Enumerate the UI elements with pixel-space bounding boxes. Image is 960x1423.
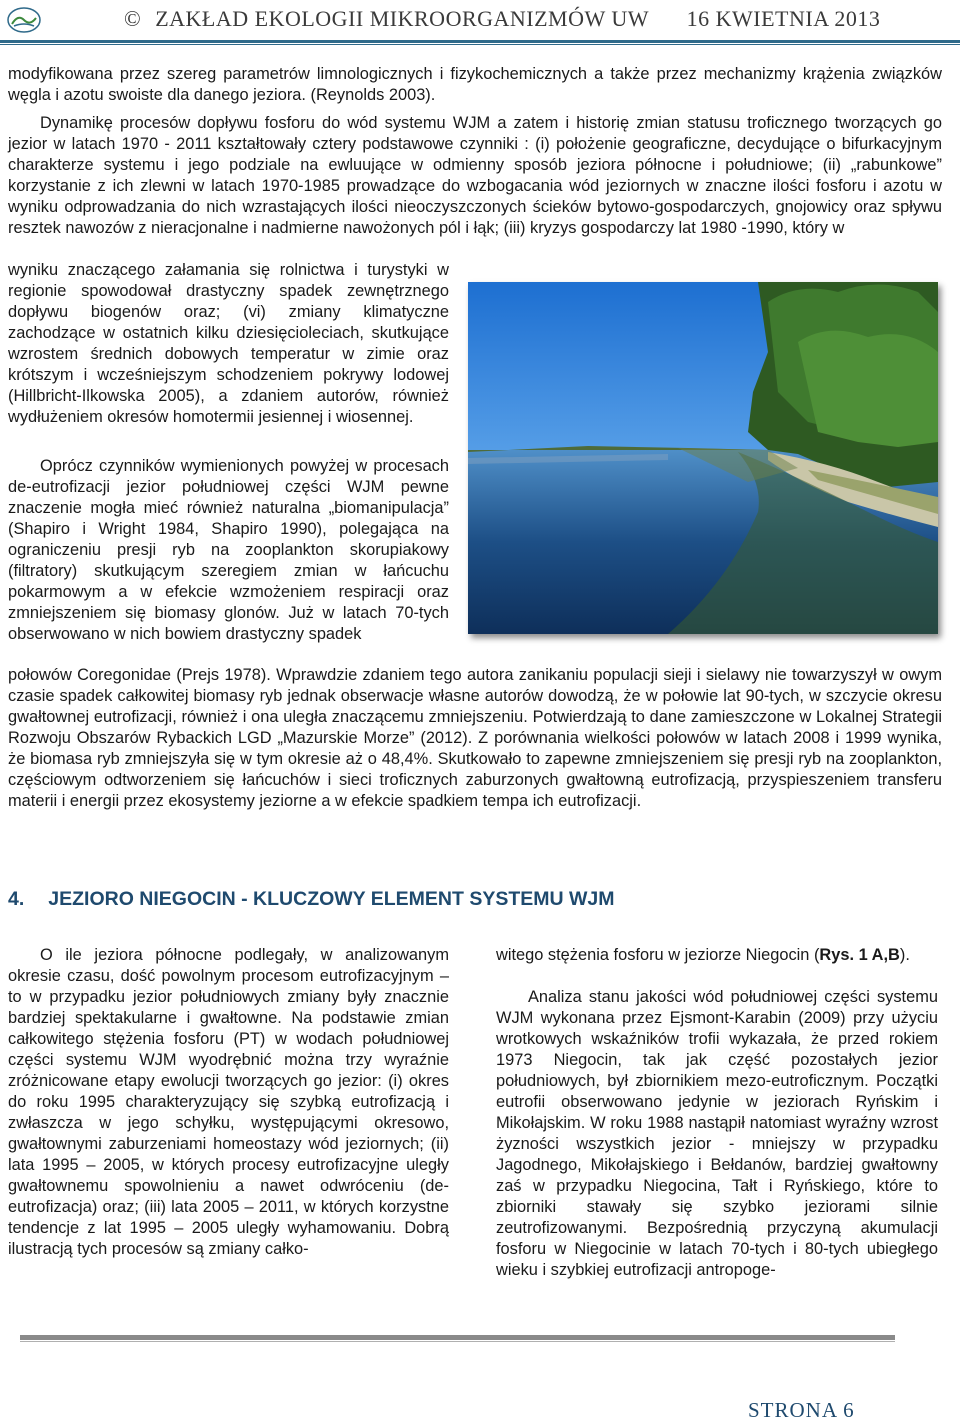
paragraph-dynamics: Dynamikę procesów dopływu fosforu do wód systemu WJM a zatem i historię zmian statusu troficznego tworzących go jezior w latach 1970 - 2011 kształtowały cztery podstawowe czynniki : (i) położenie geograficzne, decydujące o bifurkacyjnym charakterze systemu i jego podziale na ewluujące w odmienny sposób jeziora północne i południowe; (ii) „rabunkowe” korzystanie z ich zlewni w latach 1970-1985 prowadzące do wzbogacania wód jeziornych w znaczne ilości fosforu i azotu w wyniku odprowadzania do nich wzrastających ilości nieoczyszczonych ścieków bytowo-gospodarczych, gnojowicy oraz spływu resztek nawozów z nieracjonalne i nadmierne nawożonych pól i łąk; (iii) kryzys gospodarczy lat 1980 -1990, który w — [8, 114, 942, 237]
institution-logo — [6, 4, 42, 34]
footer-rule-thin — [20, 1341, 895, 1342]
paragraph-intro: modyfikowana przez szereg parametrów limnologicznych i fizykochemicznych a także przez mechanizmy krążenia związków węgla i azotu swoiste dla danego jeziora. (Reynolds 2003). — [8, 65, 942, 104]
header-rule — [0, 40, 960, 43]
paragraph-dynamics-cont: wyniku znaczącego załamania się rolnictwa i turystyki w regionie spowodował drastyczny spadek zewnętrznego dopływu biogenów oraz; (vi) zmiany klimatyczne zachodzące w ostatnich kilku dziesięcioleciach, skutkujące wzrostem średnich dobowych temperatur w zimie oraz krótszym i wcześniejszym schodzeniem pokrywy lodowej (Hillbricht-Ilkowska 2005), a zdaniem autorów, również wydłużeniem okresów homotermii jesiennej i wiosennej. — [8, 261, 449, 426]
section-title: JEZIORO NIEGOCIN - KLUCZOWY ELEMENT SYSTEMU WJM — [48, 888, 615, 910]
footer-rule — [20, 1335, 895, 1340]
header-rule-thin — [0, 44, 960, 45]
lake-photo — [468, 282, 938, 634]
header-org: ZAKŁAD EKOLOGII MIKROORGANIZMÓW UW — [155, 6, 649, 31]
section-number: 4. — [8, 888, 25, 910]
page-header — [0, 0, 960, 46]
header-title — [124, 6, 880, 32]
column-right-p1 — [496, 945, 938, 966]
section-heading — [8, 888, 615, 911]
header-date: 16 KWIETNIA 2013 — [686, 6, 881, 31]
copyright-symbol: © — [124, 6, 142, 31]
column-right-p1-text: witego stężenia fosforu w jeziorze Niegocin ( — [496, 946, 820, 964]
paragraph-biomanipulation-cont: połowów Coregonidae (Prejs 1978). Wprawdzie zdaniem tego autora zanikaniu populacji sieji i sielawy nie towarzyszył w owym czasie spadek całkowitej biomasy ryb jednak obserwacje własne autorów dowodzą, że w połowie lat 90-tych, w szczycie okresu gwałtownej eutrofizacji, również i ona uległa znaczącemu zmniejszeniu. Potwierdzają to dane zamieszczone w Lokalnej Strategii Rozwoju Obszarów Rybackich LGD „Mazurskie Morze” (2012). Z porównania wielkości połowów w latach 2008 i 1999 wynika, że biomasa ryb zmniejszyła się w tym okresie aż o 48,4%. Skutkowało to zapewne zmniejszeniem się presji ryb na zooplankton, częściowym odtworzeniem się łańcuchów i sieci troficznych zaburzonych gwałtowną eutrofizacją, przyspieszeniem transferu materii i energii przez ekosystemy jeziorne a w efekcie spadkiem tempa ich eutrofizacji. — [8, 666, 942, 810]
column-right-p1-end: ). — [899, 946, 910, 964]
page-number: STRONA 6 — [748, 1398, 855, 1422]
column-right-p2: Analiza stanu jakości wód południowej części systemu WJM wykonana przez Ejsmont-Karabin (2009) przy użyciu wrotkowych wskaźników trofii wykazała, że przed rokiem 1973 Niegocin, tak jak część pozostałych jezior południowych, był zbiornikiem mezo-eutroficznym. Początki eutrofii obserwowano jedynie w jeziorach Ryńskim i Mikołajskim. W roku 1988 nastąpił natomiast wyraźny wzrost żyzności wszystkich jezior - mniejszy w przypadku Jagodnego, Mikołajskiego i Bełdanów, bardziej gwałtowny zaś w przypadku Niegocina, Tałt i Ryńskiego, które to zbiorniki stawały się szybko jeziorami silnie zeutrofizowanymi. Bezpośrednią przyczyną akumulacji fosforu w Niegocinie w latach 70-tych i 80-tych ubiegłego wieku i szybkiej eutrofizacji antropoge- — [496, 988, 938, 1279]
figure-reference: Rys. 1 A,B — [819, 946, 900, 964]
column-left-text: O ile jeziora północne podlegały, w analizowanym okresie czasu, dość powolnym procesom eutrofizacyjnym – to w przypadku jezior południowych zmiany były znacznie bardziej spektakularne i gwałtowne. Na podstawie zmian całkowitego stężenia fosforu (PT) w wodach południowej części systemu WJM wyodrębnić można trzy wyraźnie zróżnicowane etapy ewolucji tworzących go jezior: (i) okres do roku 1995 charakteryzujący się szybką eutrofizacją i zwłaszcza w jego schyłku, występującymi okresowo, gwałtownymi zaburzeniami homeostazy wód jeziornych; (ii) lata 1995 – 2005, w których procesy eutrofizacyjne uległy gwałtownemu spowolnieniu a nawet odwróceniu (de-eutrofizacja) oraz; (iii) lata 2005 – 2011, w których korzystne tendencje z lat 1995 – 2005 uległy wyhamowaniu. Dobrą ilustracją tych procesów są zmiany całko- — [8, 946, 449, 1258]
paragraph-biomanipulation: Oprócz czynników wymienionych powyżej w procesach de-eutrofizacji jezior południowej części WJM pewne znaczenie mogła mieć również naturalna „biomanipulacja” (Shapiro i Wright 1984, Shapiro 1990), polegająca na ograniczeniu presji ryb na zooplankton skorupiakowy (filtratory) skutkującym szeregiem zmian w łańcuchu pokarmowym a w efekcie wzmożeniem respiracji oraz zmniejszeniem się biomasy glonów. Już w latach 70-tych obserwowano w nich bowiem drastyczny spadek — [8, 457, 449, 643]
